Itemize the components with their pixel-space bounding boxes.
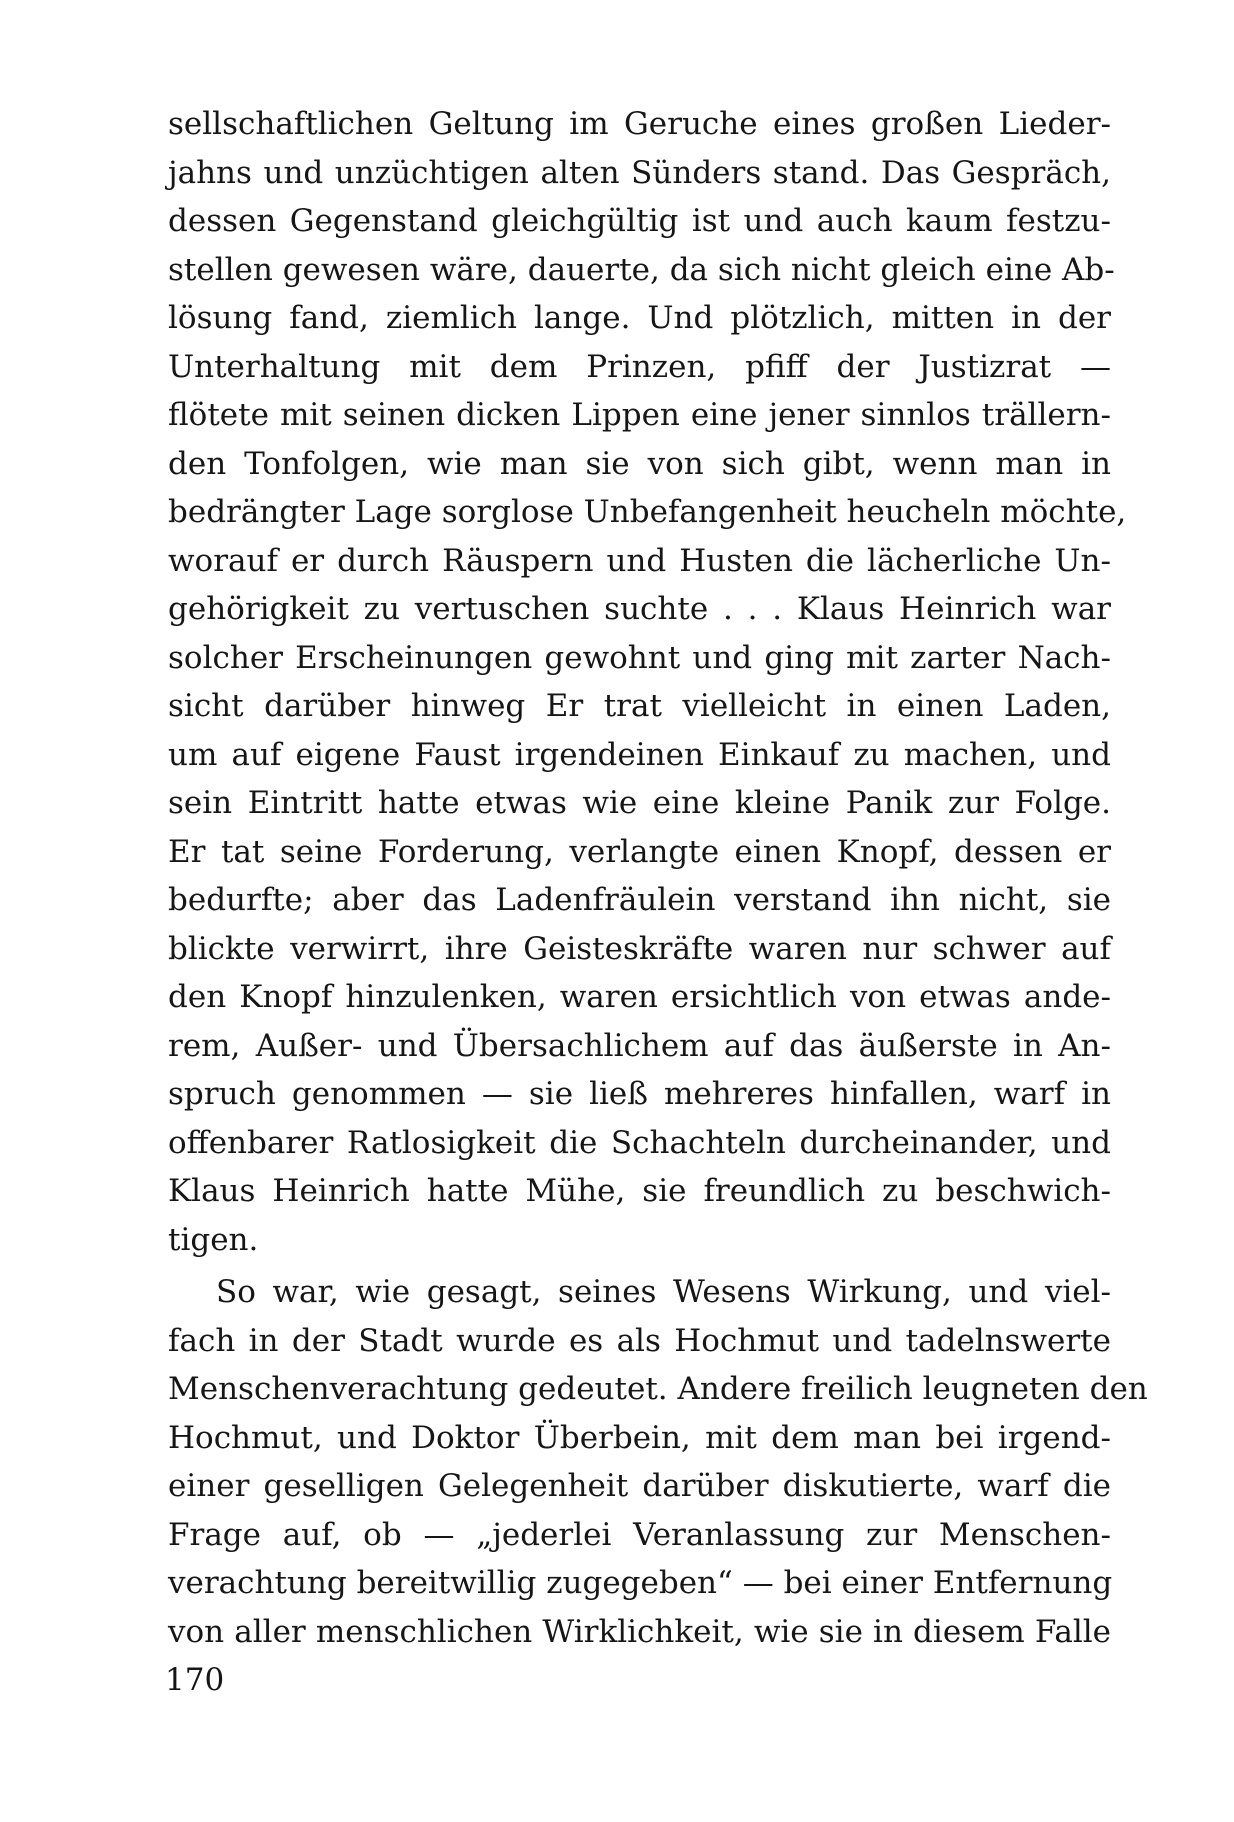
text-line: einer geselligen Gelegenheit darüber diskutierte, warf die	[168, 1468, 1111, 1504]
text-line: blickte verwirrt, ihre Geisteskräfte waren nur schwer auf	[168, 930, 1111, 967]
text-line: bedurfte; aber das Ladenfräulein verstand ihn nicht, sie	[168, 882, 1111, 918]
text-line: rem, Außer- und Übersachlichem auf das äußerste in An-	[168, 1027, 1111, 1064]
text-line: fach in der Stadt wurde es als Hochmut und tadelnswerte	[168, 1322, 1111, 1359]
body-text	[168, 100, 1148, 1656]
text-line: Menschenverachtung gedeutet. Andere freilich leugneten den	[168, 1371, 1148, 1407]
text-line: bedrängter Lage sorglose Unbefangenheit heucheln möchte,	[168, 494, 1127, 530]
paragraph	[168, 100, 1127, 1264]
text-line: Er tat seine Forderung, verlangte einen Knopf, dessen er	[168, 833, 1111, 870]
text-line: Unterhaltung mit dem Prinzen, pfiff der Justizrat —	[168, 348, 1111, 385]
text-line: So war, wie gesagt, seines Wesens Wirkung, und viel-	[216, 1274, 1111, 1310]
text-line: dessen Gegenstand gleichgültig ist und auch kaum festzu-	[168, 203, 1111, 239]
page-number: 170	[165, 1662, 225, 1698]
text-line: lösung fand, ziemlich lange. Und plötzlich, mitten in der	[168, 300, 1111, 336]
text-line: Frage auf, ob — „jederlei Veranlassung zur Menschen-	[168, 1516, 1111, 1553]
text-line: verachtung bereitwillig zugegeben“ — bei einer Entfernung	[168, 1565, 1113, 1601]
text-line: solcher Erscheinungen gewohnt und ging mit zarter Nach-	[168, 639, 1111, 676]
text-line: den Knopf hinzulenken, waren ersichtlich von etwas ande-	[168, 979, 1111, 1015]
text-line: gehörigkeit zu vertuschen suchte . . . Klaus Heinrich war	[168, 591, 1111, 627]
text-line: von aller menschlichen Wirklichkeit, wie sie in diesem Falle	[168, 1613, 1111, 1650]
text-line: Hochmut, und Doktor Überbein, mit dem man bei irgend-	[168, 1419, 1111, 1456]
text-line: tigen.	[168, 1221, 259, 1258]
text-line: den Tonfolgen, wie man sie von sich gibt, wenn man in	[168, 445, 1111, 482]
text-line: Klaus Heinrich hatte Mühe, sie freundlich zu beschwich-	[168, 1173, 1111, 1209]
text-line: worauf er durch Räuspern und Husten die lächerliche Un-	[168, 542, 1111, 579]
text-line: jahns und unzüchtigen alten Sünders stand. Das Gespräch,	[168, 154, 1111, 191]
text-line: offenbarer Ratlosigkeit die Schachteln durcheinander, und	[168, 1124, 1111, 1161]
text-line: sellschaftlichen Geltung im Geruche eines großen Lieder-	[168, 106, 1111, 142]
paragraph	[168, 1268, 1148, 1656]
text-line: sein Eintritt hatte etwas wie eine kleine Panik zur Folge.	[168, 785, 1111, 821]
text-line: sicht darüber hinweg Er trat vielleicht in einen Laden,	[168, 688, 1111, 724]
text-line: flötete mit seinen dicken Lippen eine jener sinnlos trällern-	[168, 397, 1111, 433]
text-line: um auf eigene Faust irgendeinen Einkauf zu machen, und	[168, 736, 1111, 773]
text-line: stellen gewesen wäre, dauerte, da sich nicht gleich eine Ab-	[168, 251, 1115, 288]
text-line: spruch genommen — sie ließ mehreres hinfallen, warf in	[168, 1076, 1111, 1112]
